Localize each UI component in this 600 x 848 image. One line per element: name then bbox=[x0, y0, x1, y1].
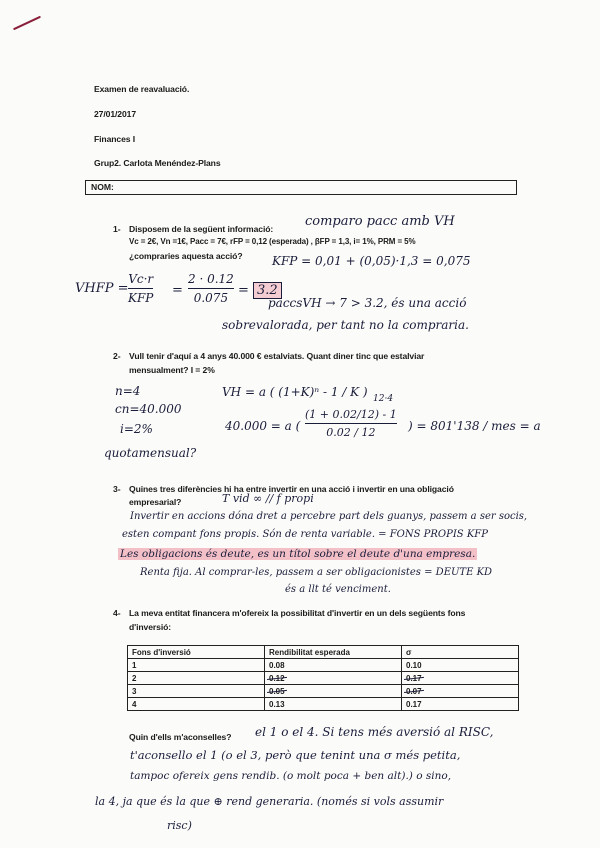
q3-hand-l3: Les obligacions és deute, es un títol sobre el deute d'una empresa. bbox=[120, 548, 476, 560]
q2-hand-cn: cn=40.000 bbox=[115, 402, 182, 416]
q1-result: = 3.2 bbox=[238, 283, 282, 298]
q1-hand-compare: comparo pacc amb VH bbox=[305, 214, 455, 229]
q3-hand-l1: Invertir en accions dóna dret a percebre part dels guanys, passem a ser socis, bbox=[130, 511, 528, 522]
q4-question: Quin d'ells m'aconselles? bbox=[129, 732, 232, 742]
fons-table bbox=[127, 645, 519, 711]
q2-hand-q: quotamensual? bbox=[104, 446, 197, 460]
q3-hand-l5: és a llt té venciment. bbox=[285, 584, 391, 595]
q1-line1: Disposem de la següent informació: bbox=[129, 224, 274, 234]
q3-number: 3- bbox=[113, 484, 121, 494]
exam-date: 27/01/2017 bbox=[94, 109, 137, 119]
q1-number: 1- bbox=[113, 224, 121, 234]
q2-hand-n: n=4 bbox=[115, 384, 141, 398]
q1-hand-line1: paccsVH → 7 > 3.2, és una acció bbox=[268, 296, 467, 310]
q1-frac1: Vc·r KFP bbox=[128, 272, 154, 305]
q3-hand-l4: Renta fija. Al comprar-les, passem a ser obligacionistes = DEUTE KD bbox=[140, 567, 493, 578]
q2-hand-i: i=2% bbox=[120, 422, 153, 436]
table-row: 2 0.12 0.17 bbox=[128, 672, 519, 685]
table-header-row bbox=[128, 646, 519, 659]
q4-hand-a3: tampoc ofereix gens rendib. (o molt poca + ben alt).) o sino, bbox=[130, 770, 452, 782]
exam-subject: Finances I bbox=[94, 134, 136, 144]
header-rendibilitat: Rendibilitat esperada bbox=[265, 646, 402, 659]
q3-line2: empresarial? bbox=[129, 497, 182, 507]
pen-stroke bbox=[13, 16, 41, 30]
table-row: 1 0.08 0.10 bbox=[128, 659, 519, 672]
q1-hand-vhfp: VHFP = bbox=[75, 281, 129, 296]
header-sigma: σ bbox=[402, 646, 519, 659]
q1-line3: ¿compraries aquesta acció? bbox=[129, 251, 243, 261]
q4-hand-a2: t'aconsello el 1 (o el 3, però que tenint una σ més petita, bbox=[130, 748, 461, 762]
q1-hand-kfp: KFP = 0,01 + (0,05)·1,3 = 0,075 bbox=[272, 254, 471, 268]
header-fons: Fons d'inversió bbox=[128, 646, 265, 659]
exam-group: Grup2. Carlota Menéndez-Plans bbox=[94, 158, 221, 168]
q1-line2: Vc = 2€, Vn =1€, Pacc = 7€, rFP = 0,12 (esperada) , βFP = 1,3, i= 1%, PRM = 5% bbox=[129, 237, 416, 246]
exam-title: Examen de reavaluació. bbox=[94, 84, 190, 94]
q2-hand-eq-left: 40.000 = a ( bbox=[225, 419, 301, 433]
q4-hand-a5: risc) bbox=[167, 819, 192, 832]
q2-frac: (1 + 0.02/12) - 1 0.02 / 12 bbox=[305, 408, 397, 439]
q2-hand-eq-right: ) = 801'138 / mes = a bbox=[408, 419, 541, 433]
nom-label: NOM: bbox=[91, 182, 114, 192]
q2-line1: Vull tenir d'aquí a 4 anys 40.000 € estalviats. Quant diner tinc que estalviar bbox=[129, 351, 425, 361]
q4-line1: La meva entitat financera m'ofereix la possibilitat d'invertir en un dels següents fons bbox=[129, 608, 466, 618]
table-row: 4 0.13 0.17 bbox=[128, 698, 519, 711]
q1-frac2: 2 · 0.12 0.075 bbox=[188, 272, 234, 305]
table-row: 3 0.05 0.07 bbox=[128, 685, 519, 698]
q2-hand-formula: VH = a ( (1+K)ⁿ - 1 / K ) bbox=[222, 385, 368, 399]
q2-line2: mensualment? I = 2% bbox=[129, 365, 215, 375]
q3-line1: Quines tres diferències hi ha entre invertir en una acció i invertir en una obligació bbox=[129, 484, 454, 494]
q2-hand-exp: 12·4 bbox=[373, 394, 394, 404]
nom-field[interactable] bbox=[85, 180, 517, 195]
q1-eq1: = bbox=[172, 283, 183, 298]
q3-hand-notes: T vid ∞ // f propi bbox=[222, 492, 314, 505]
q4-hand-a1: el 1 o el 4. Si tens més aversió al RISC, bbox=[255, 725, 494, 739]
q4-hand-a4: la 4, ja que és la que ⊕ rend generaria. (només si vols assumir bbox=[95, 795, 444, 808]
q3-hand-l2: esten compant fons propis. Són de renta variable. = FONS PROPIS KFP bbox=[122, 529, 488, 540]
q2-number: 2- bbox=[113, 351, 121, 361]
q1-hand-line2: sobrevalorada, per tant no la compraria. bbox=[222, 318, 469, 332]
q4-line2: d'inversió: bbox=[129, 622, 172, 632]
q4-number: 4- bbox=[113, 608, 121, 618]
